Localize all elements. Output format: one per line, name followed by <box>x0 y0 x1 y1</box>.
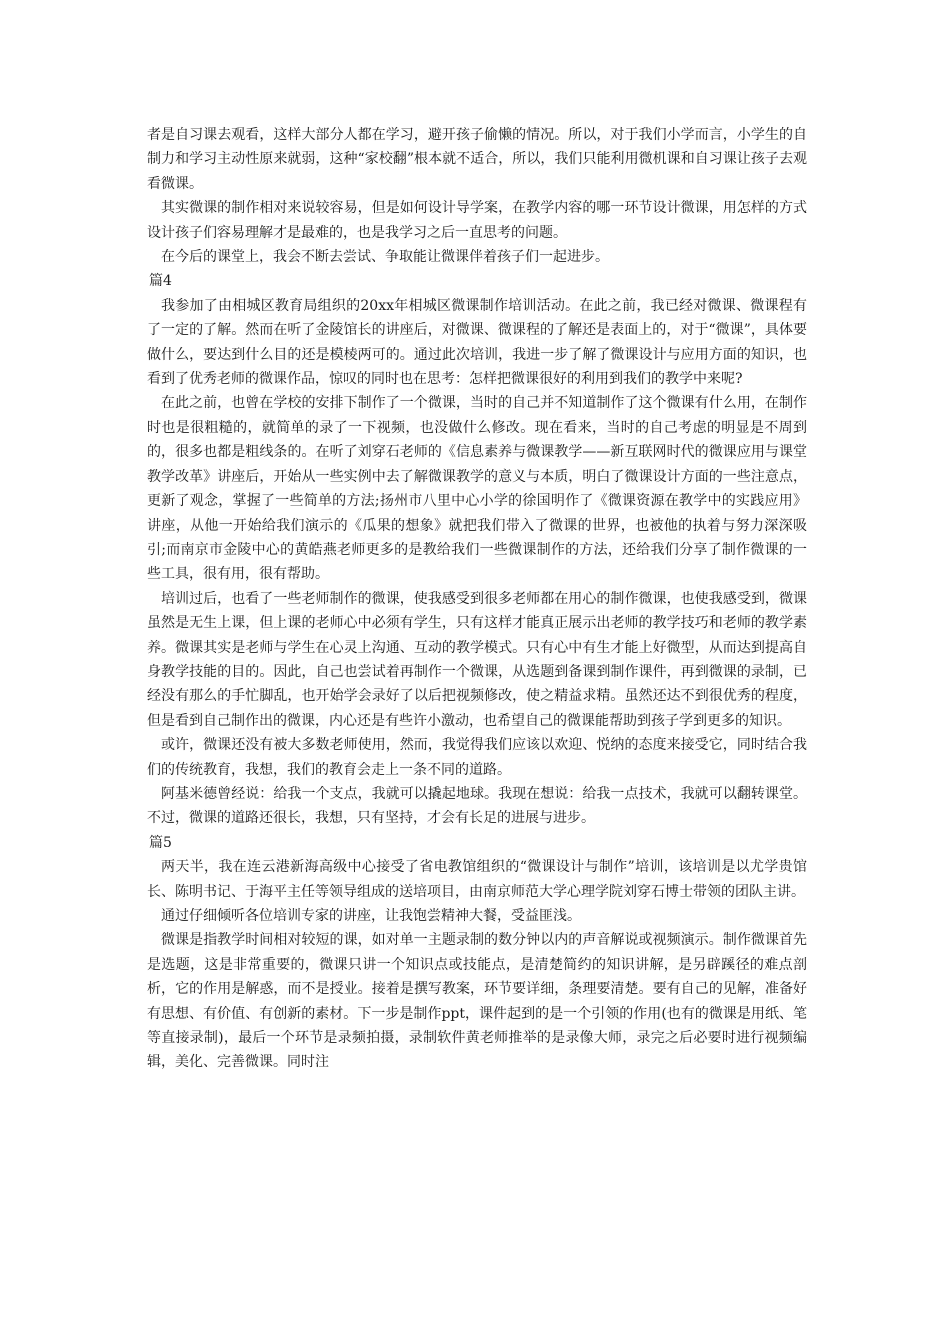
paragraph: 者是自习课去观看，这样大部分人都在学习，避开孩子偷懒的情况。所以，对于我们小学而言，小学生的自制力和学习主动性原来就弱，这种“家校翻”根本就不适合，所以，我们只能利用微机课和自习课让孩子去观看微课。 <box>147 127 807 192</box>
paragraph: 在今后的课堂上，我会不断去尝试、争取能让微课伴着孩子们一起进步。 <box>161 249 609 266</box>
paragraph: 微课是指教学时间相对较短的课，如对单一主题录制的数分钟以内的声音解说或视频演示。制作微课首先是选题，这是非常重要的，微课只讲一个知识点或技能点，是清楚简约的知识讲解，是另辟蹊径的难点剖析，它的作用是解惑，而不是授业。接着是撰写教案，环节要详细，条理要清楚。要有自己的见解，准备好有思想、有价值、有创新的素材。下一步是制作ppt，课件起到的是一个引领的作用(也有的微课是用纸、笔等直接录制)，最后一个环节是录频拍摄，录制软件黄老师推举的是录像大师，录完之后必要时进行视频编辑，美化、完善微课。同时注 <box>147 932 807 1071</box>
paragraph: 或许，微课还没有被大多数老师使用，然而，我觉得我们应该以欢迎、悦纳的态度来接受它，同时结合我们的传统教育，我想，我们的教育会走上一条不同的道路。 <box>147 737 807 778</box>
paragraph: 两天半，我在连云港新海高级中心接受了省电教馆组织的“微课设计与制作”培训，该培训是以尤学贵馆长、陈明书记、于海平主任等领导组成的送培项目，由南京师范大学心理学院刘穿石博士带领的团队主讲。 <box>147 859 807 900</box>
paragraph: 培训过后，也看了一些老师制作的微课，使我感受到很多老师都在用心的制作微课，也使我感受到，微课虽然是无生上课，但上课的老师心中必须有学生，只有这样才能真正展示出老师的教学技巧和老师的教学素养。微课其实是老师与学生在心灵上沟通、互动的教学模式。只有心中有生才能上好微型，从而达到提高自身教学技能的目的。因此，自己也尝试着再制作一个微课，从选题到备课到制作课件，再到微课的录制，已经没有那么的手忙脚乱，也开始学会录好了以后把视频修改，使之精益求精。虽然还达不到很优秀的程度，但是看到自己制作出的微课，内心还是有些许小激动，也希望自己的微课能帮助到孩子学到更多的知识。 <box>147 590 807 729</box>
paragraph: 通过仔细倾听各位培训专家的讲座，让我饱尝精神大餐，受益匪浅。 <box>161 908 581 924</box>
document-body <box>147 123 807 1075</box>
paragraph: 其实微课的制作相对来说较容易，但是如何设计导学案，在教学内容的哪一环节设计微课，用怎样的方式设计孩子们容易理解才是最难的，也是我学习之后一直思考的问题。 <box>147 200 807 241</box>
section-heading: 篇4 <box>149 273 172 290</box>
section-heading: 篇5 <box>149 834 172 851</box>
paragraph: 在此之前，也曾在学校的安排下制作了一个微课，当时的自己并不知道制作了这个微课有什么用，在制作时也是很粗糙的，就简单的录了一下视频，也没做什么修改。现在看来，当时的自己考虑的明显是不周到的，很多也都是粗线条的。在听了刘穿石老师的《信息素养与微课教学——新互联网时代的微课应用与课堂教学改革》讲座后，开始从一些实例中去了解微课教学的意义与本质，明白了微课设计方面的一些注意点，更新了观念，掌握了一些简单的方法;扬州市八里中心小学的徐国明作了《微课资源在教学中的实践应用》讲座，从他一开始给我们演示的《瓜果的想象》就把我们带入了微课的世界，也被他的执着与努力深深吸引;而南京市金陵中心的黄皓燕老师更多的是教给我们一些微课制作的方法，还给我们分享了制作微课的一些工具，很有用，很有帮助。 <box>147 395 807 583</box>
paragraph: 阿基米德曾经说：给我一个支点，我就可以撬起地球。我现在想说：给我一点技术，我就可以翻转课堂。不过，微课的道路还很长，我想，只有坚持，才会有长足的进展与进步。 <box>147 785 807 827</box>
paragraph: 我参加了由相城区教育局组织的20xx年相城区微课制作培训活动。在此之前，我已经对微课、微课程有了一定的了解。然而在听了金陵馆长的讲座后，对微课、微课程的了解还是表面上的，对于“微课”，具体要做什么，要达到什么目的还是模棱两可的。通过此次培训，我进一步了解了微课设计与应用方面的知识，也看到了优秀老师的微课作品，惊叹的同时也在思考：怎样把微课很好的利用到我们的教学中来呢? <box>147 297 807 388</box>
